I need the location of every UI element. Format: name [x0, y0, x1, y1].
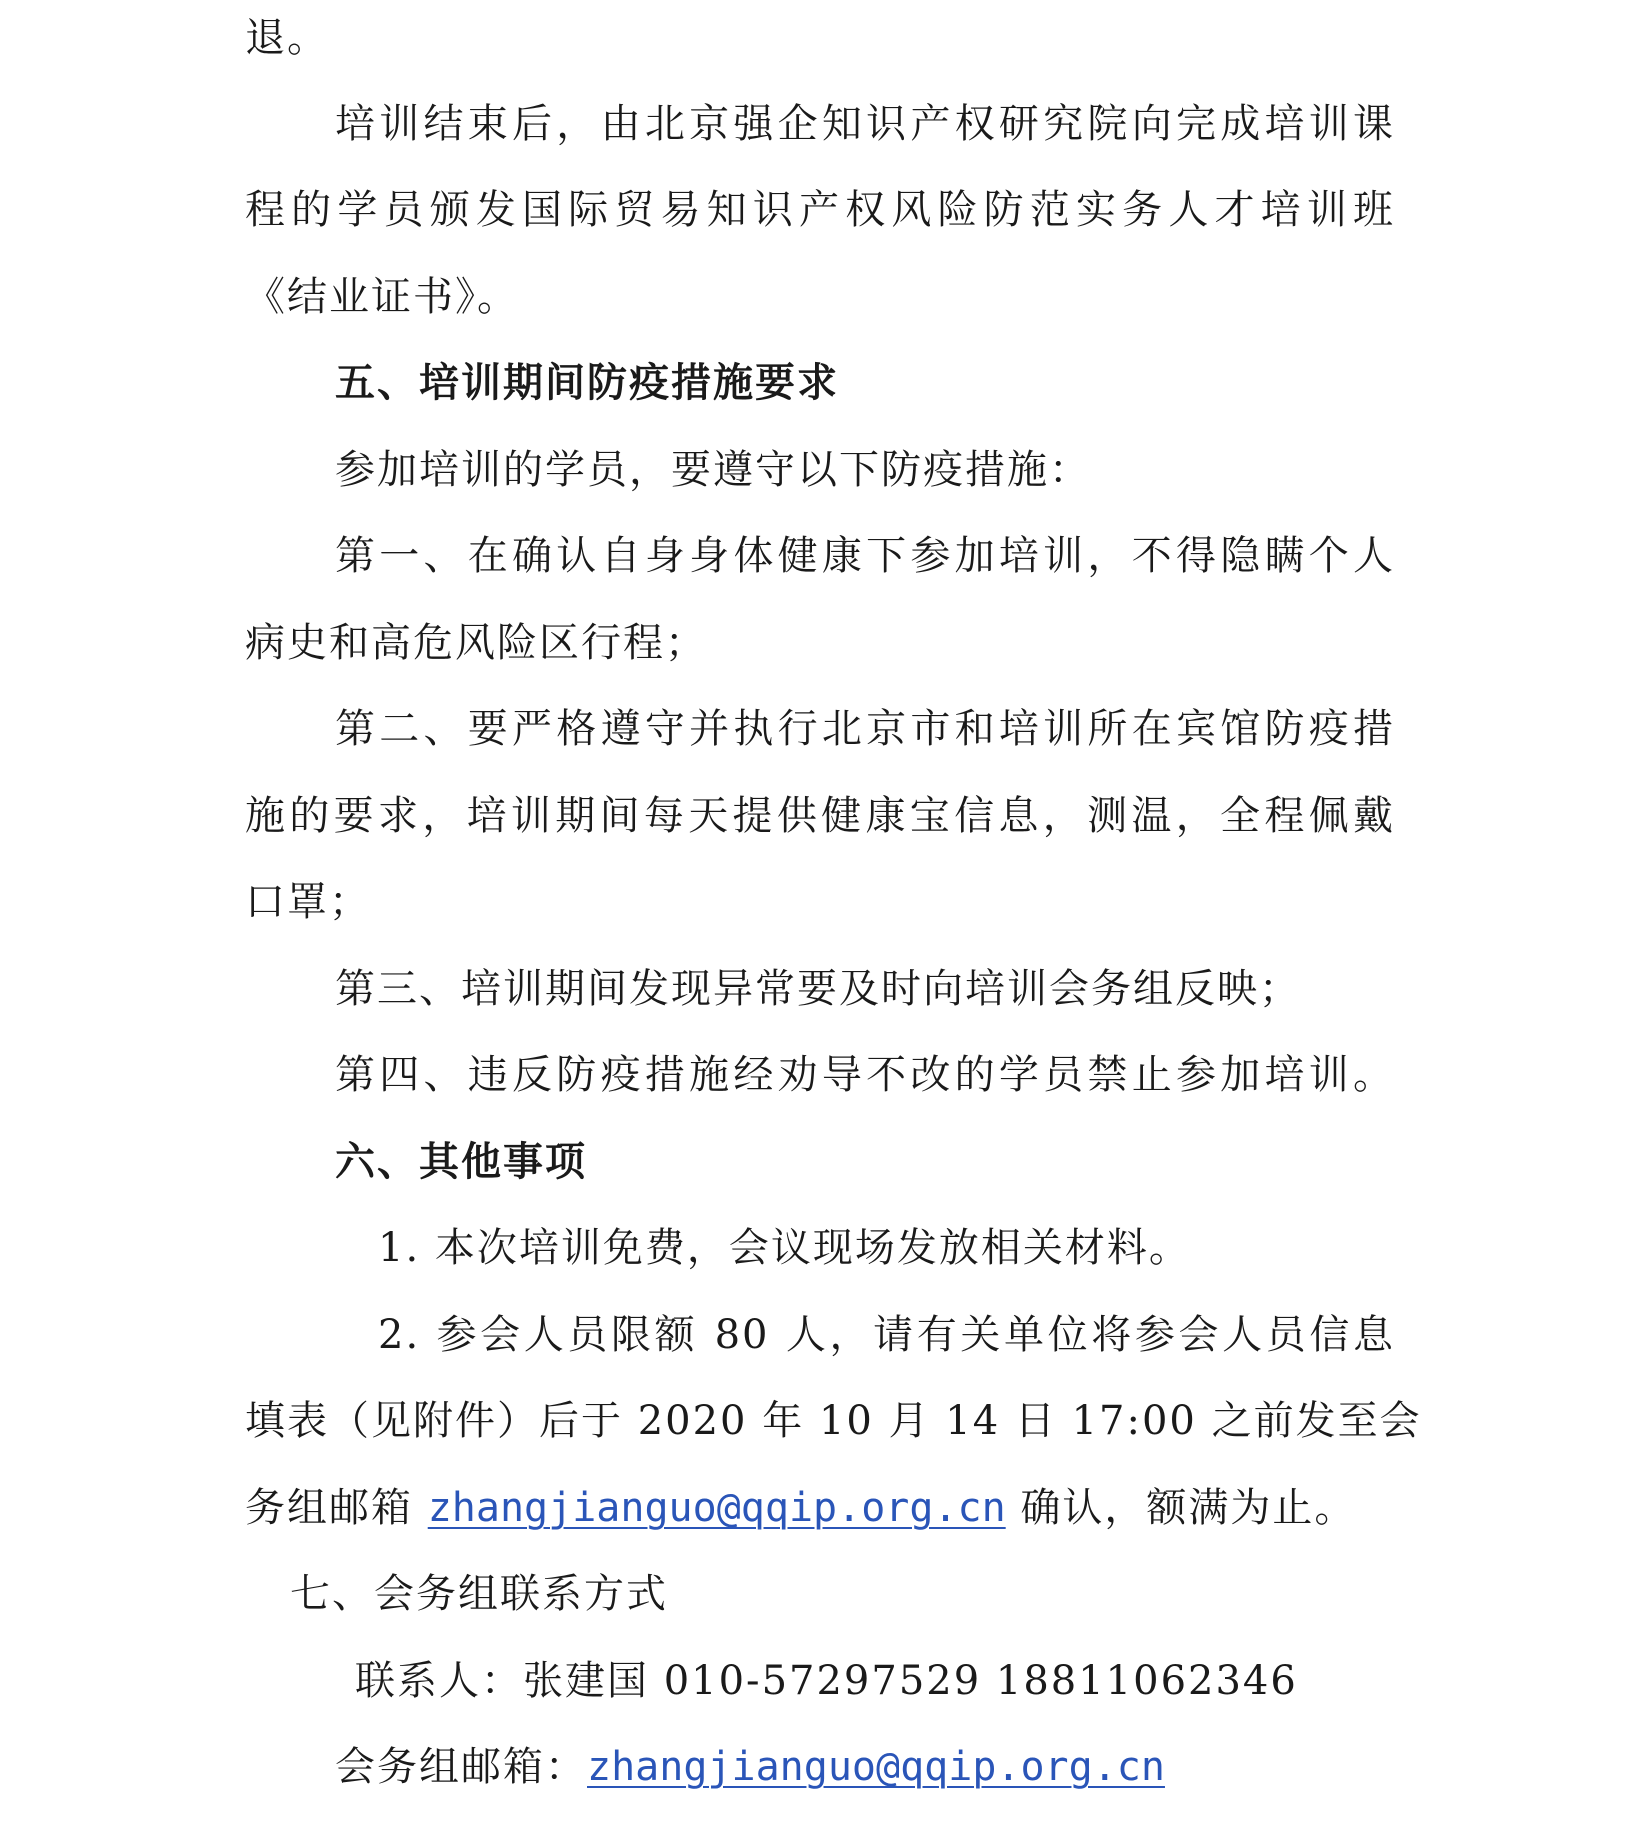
- paragraph-line: 培训结束后，由北京强企知识产权研究院向完成培训课: [335, 101, 1395, 147]
- paragraph-line: 第二、要严格遵守并执行北京市和培训所在宾馆防疫措: [335, 706, 1395, 752]
- email-line: [335, 1741, 1485, 1793]
- paragraph-line: 第三、培训期间发现异常要及时向培训会务组反映；: [335, 966, 1301, 1012]
- email-label: 会务组邮箱：: [335, 1744, 587, 1790]
- contact-line: 联系人：张建国 010-57297529 18811062346: [355, 1658, 1298, 1704]
- text-span: 确认，额满为止。: [1005, 1485, 1357, 1531]
- paragraph-line: 病史和高危风险区行程；: [245, 620, 707, 666]
- paragraph-line: 《结业证书》。: [245, 274, 519, 320]
- email-link[interactable]: zhangjianguo@qqip.org.cn: [587, 1744, 1165, 1790]
- section-heading-6: 六、其他事项: [335, 1138, 587, 1185]
- paragraph-line: 施的要求，培训期间每天提供健康宝信息，测温，全程佩戴: [245, 793, 1395, 839]
- paragraph-line: 口罩；: [245, 879, 371, 925]
- section-heading-7: 七、会务组联系方式: [290, 1571, 668, 1617]
- email-link[interactable]: zhangjianguo@qqip.org.cn: [427, 1485, 1006, 1531]
- paragraph-line: 第四、违反防疫措施经劝导不改的学员禁止参加培训。: [335, 1052, 1395, 1098]
- paragraph-line: 第一、在确认自身身体健康下参加培训，不得隐瞒个人: [335, 533, 1395, 579]
- list-item: 1. 本次培训免费，会议现场发放相关材料。: [378, 1225, 1191, 1271]
- list-item: 2. 参会人员限额 80 人，请有关单位将参会人员信息: [378, 1312, 1395, 1358]
- text-span: 务组邮箱: [245, 1485, 428, 1531]
- paragraph-line: 退。: [245, 15, 329, 61]
- section-heading-5: 五、培训期间防疫措施要求: [335, 359, 839, 406]
- paragraph-line: 参加培训的学员，要遵守以下防疫措施：: [335, 447, 1091, 493]
- paragraph-line: 程的学员颁发国际贸易知识产权风险防范实务人才培训班: [245, 187, 1395, 233]
- paragraph-line: [245, 1482, 1395, 1534]
- paragraph-line: 填表（见附件）后于 2020 年 10 月 14 日 17:00 之前发至会: [245, 1398, 1422, 1444]
